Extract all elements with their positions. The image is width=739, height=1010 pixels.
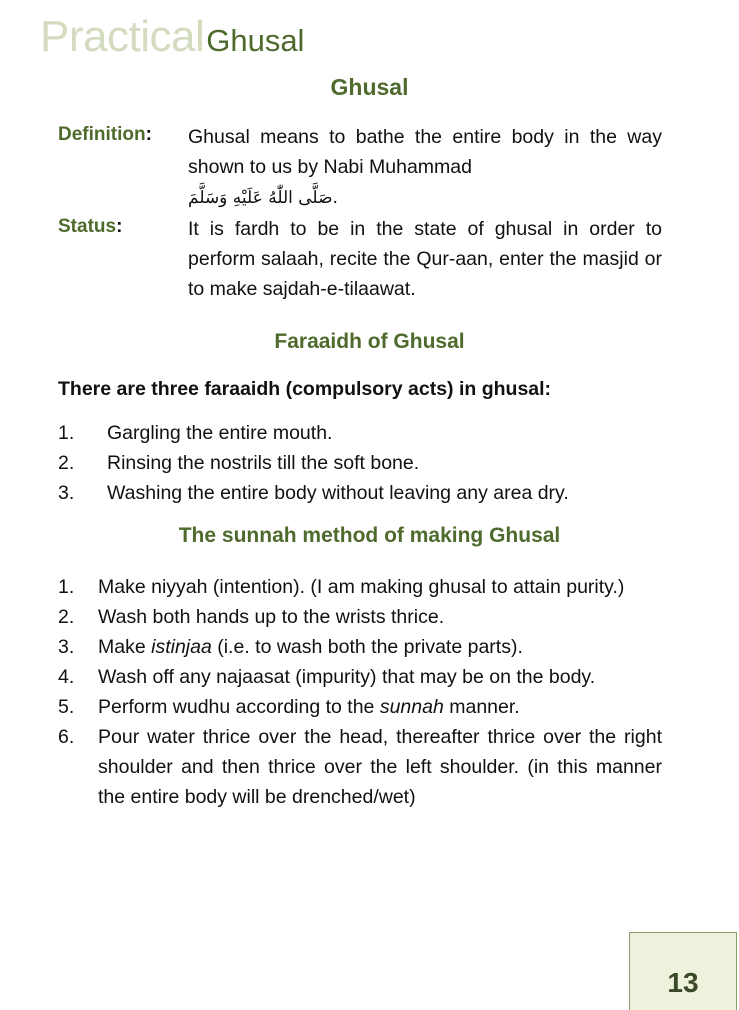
- page-number: 13: [667, 967, 699, 998]
- page-title: Ghusal: [330, 74, 409, 100]
- faraaidh-list: [58, 418, 662, 508]
- list-item: 5. Perform wudhu according to the sunnah manner.: [58, 696, 520, 718]
- list-item: 3. Make istinjaa (i.e. to wash both the private parts).: [58, 636, 523, 658]
- list-item: 2. Wash both hands up to the wrists thrice.: [58, 606, 445, 628]
- list-item: 6. Pour water thrice over the head, thereafter thrice over the right shoulder and then thrice over the left shoulder. (in this manner the entire body will be drenched/wet): [58, 726, 662, 808]
- status-text: It is fardh to be in the state of ghusal in order to perform salaah, recite the Qur-aan, enter the masjid or to make sajdah-e-tilaawat.: [188, 218, 662, 300]
- page-number-box: [629, 932, 737, 1010]
- status-label: Status:: [58, 216, 123, 237]
- brand-practical: Practical: [40, 12, 205, 61]
- sunnah-heading: The sunnah method of making Ghusal: [178, 524, 561, 547]
- list-item: 1. Gargling the entire mouth.: [58, 422, 333, 444]
- brand-ghusal: Ghusal: [206, 23, 305, 58]
- faraaidh-heading: Faraaidh of Ghusal: [274, 330, 465, 353]
- page-header: [40, 12, 304, 62]
- faraaidh-intro: There are three faraaidh (compulsory acts) in ghusal:: [58, 378, 552, 400]
- definition-text: Ghusal means to bathe the entire body in the way shown to us by Nabi Muhammad صَلَّى اللّٰهُ عَلَيْهِ وَسَلَّمَ.: [188, 126, 662, 208]
- list-item: 4. Wash off any najaasat (impurity) that may be on the body.: [58, 666, 596, 688]
- honorific-arabic: صَلَّى اللّٰهُ عَلَيْهِ وَسَلَّمَ: [188, 188, 333, 208]
- definition-label: Definition:: [58, 124, 152, 145]
- list-item: 3. Washing the entire body without leaving any area dry.: [58, 482, 569, 504]
- list-item: 2. Rinsing the nostrils till the soft bone.: [58, 452, 420, 474]
- sunnah-list: [58, 572, 662, 812]
- list-item: 1. Make niyyah (intention). (I am making ghusal to attain purity.): [58, 576, 625, 598]
